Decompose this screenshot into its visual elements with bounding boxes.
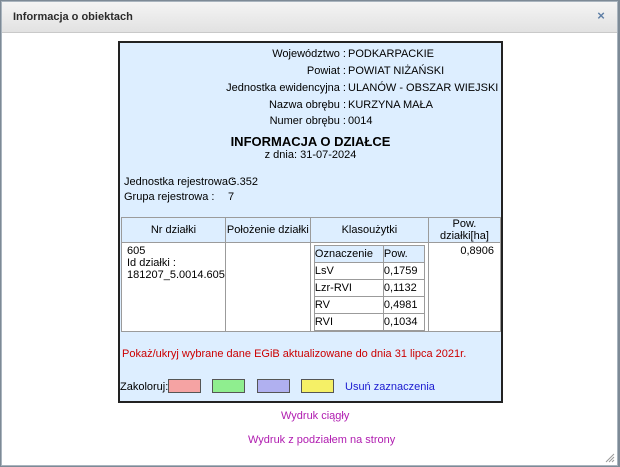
registry-unit-value: ULANÓW - OBSZAR WIEJSKI <box>348 82 499 94</box>
color-swatch-red[interactable] <box>168 379 201 393</box>
class-code: RVI <box>314 314 383 331</box>
land-classes-table <box>314 245 425 331</box>
class-code: RV <box>314 297 383 314</box>
close-icon[interactable]: × <box>597 8 605 23</box>
class-code: Lzr-RVI <box>314 280 383 297</box>
parcel-area-cell: 0,8906 <box>428 243 500 332</box>
list-item <box>314 314 424 331</box>
object-info-dialog <box>1 1 618 466</box>
precinct-number-value: 0014 <box>348 115 373 127</box>
class-header-area: Pow. <box>383 246 424 263</box>
col-header-parcel-no: Nr działki <box>122 218 226 243</box>
precinct-name-value: KURZYNA MAŁA <box>348 99 433 111</box>
list-item <box>314 263 424 280</box>
col-header-area: Pow. działki[ha] <box>428 218 500 243</box>
dialog-titlebar[interactable] <box>2 2 617 33</box>
registry-group-label: Grupa rejestrowa : <box>124 191 215 203</box>
registry-unit-row-label: Jednostka rejestrowa : <box>124 176 235 188</box>
print-continuous-link[interactable]: Wydruk ciągły <box>281 410 350 422</box>
table-row <box>122 243 501 332</box>
county-value: POWIAT NIŻAŃSKI <box>348 65 445 77</box>
voivodeship-value: PODKARPACKIE <box>348 48 434 60</box>
parcel-info-panel <box>118 41 503 403</box>
report-date: z dnia: 31-07-2024 <box>264 149 357 161</box>
clear-selection-link[interactable]: Usuń zaznaczenia <box>345 381 435 393</box>
color-swatch-blue[interactable] <box>257 379 290 393</box>
colorize-label: Zakoloruj: <box>120 381 169 393</box>
registry-unit-row <box>124 176 258 188</box>
class-area: 0,4981 <box>383 297 424 314</box>
col-header-land-classes: Klasoużytki <box>310 218 428 243</box>
county-label: Powiat : <box>306 65 346 77</box>
class-area: 0,1132 <box>383 280 424 297</box>
parcel-number: 605 <box>127 245 146 257</box>
parcel-number-cell <box>122 243 226 332</box>
registry-group-value: 7 <box>228 191 235 203</box>
list-item <box>314 280 424 297</box>
dialog-title: Informacja o obiektach <box>13 11 133 23</box>
parcel-id: 181207_5.0014.605 <box>127 269 225 281</box>
list-item <box>314 297 424 314</box>
class-area: 0,1759 <box>383 263 424 280</box>
registry-unit-row-value: G.352 <box>228 176 258 188</box>
precinct-number-label: Numer obrębu : <box>269 115 346 127</box>
resize-grip-icon[interactable] <box>605 453 615 463</box>
print-paged-link[interactable]: Wydruk z podziałem na strony <box>248 434 396 446</box>
registry-group-row <box>124 191 235 203</box>
registry-unit-label: Jednostka ewidencyjna : <box>226 82 346 94</box>
precinct-name-label: Nazwa obrębu : <box>268 99 346 111</box>
page-title: INFORMACJA O DZIAŁCE <box>230 134 391 149</box>
color-swatch-yellow[interactable] <box>301 379 334 393</box>
toggle-egib-data-link[interactable]: Pokaż/ukryj wybrane dane EGiB aktualizowane do dnia 31 lipca 2021r. <box>122 348 467 360</box>
land-classes-cell <box>310 243 428 332</box>
parcel-id-label: Id działki : <box>127 257 176 269</box>
color-swatch-green[interactable] <box>212 379 245 393</box>
col-header-location: Położenie działki <box>225 218 310 243</box>
location-cell <box>225 243 310 332</box>
class-code: LsV <box>314 263 383 280</box>
voivodeship-label: Województwo : <box>272 48 346 60</box>
class-area: 0,1034 <box>383 314 424 331</box>
parcel-table <box>121 217 501 332</box>
class-header-code: Oznaczenie <box>314 246 383 263</box>
